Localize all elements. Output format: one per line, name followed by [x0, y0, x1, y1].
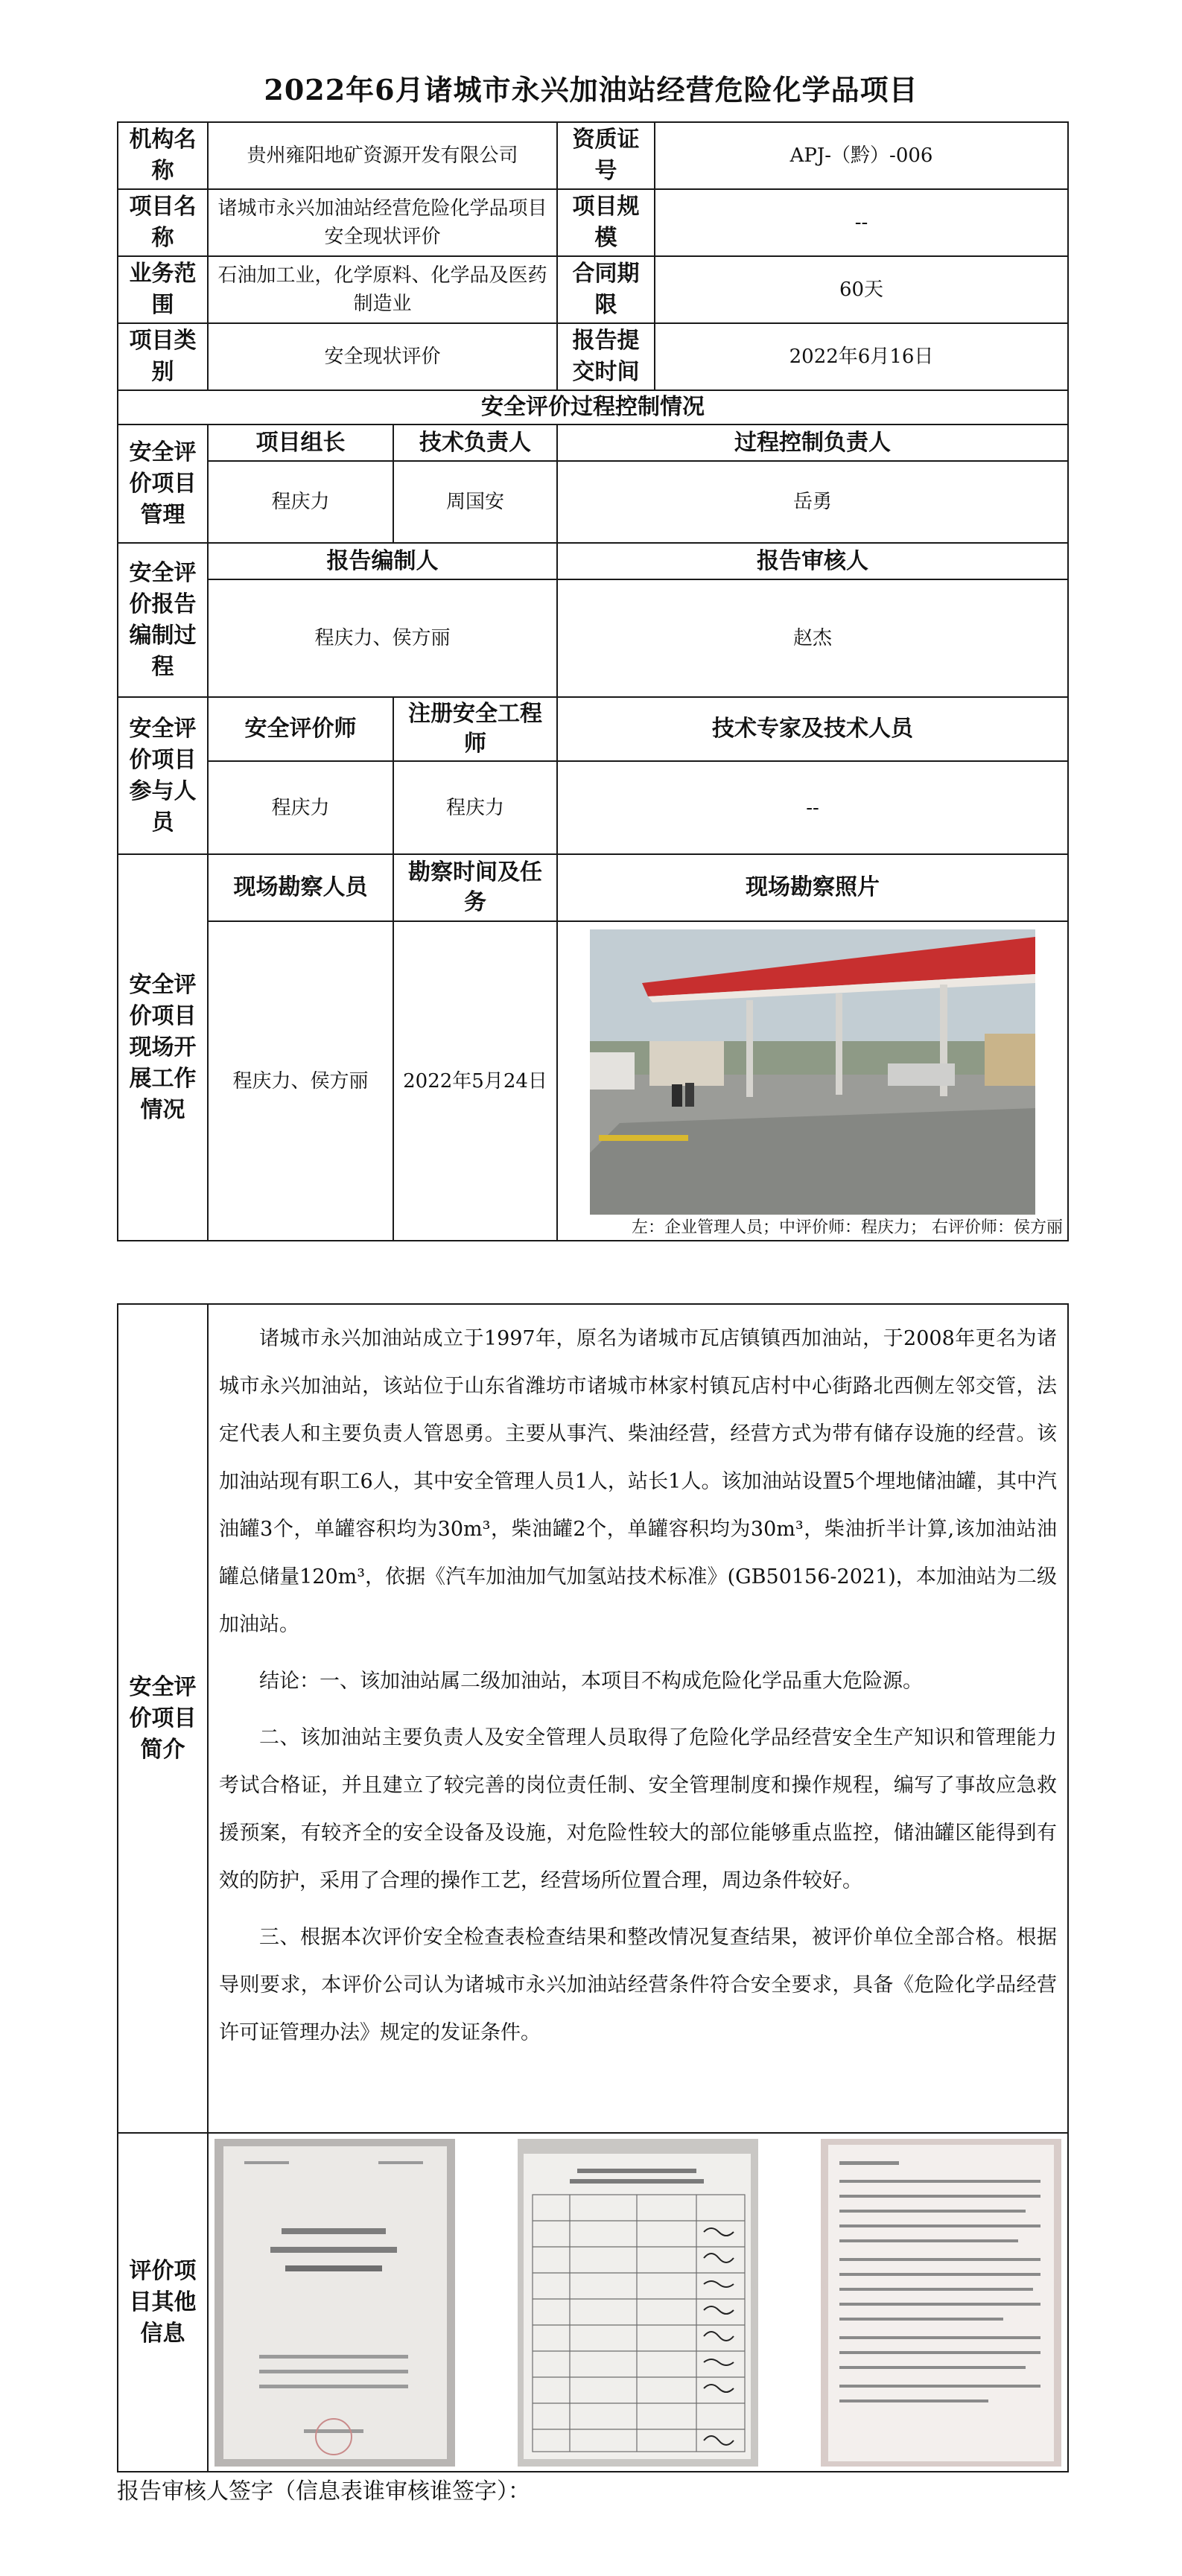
type-label: 项目类别	[118, 323, 208, 390]
engineer-label: 注册安全工程师	[393, 697, 557, 761]
intro-label: 安全评价项目简介	[118, 1304, 208, 2133]
engineer-value: 程庆力	[393, 761, 557, 854]
org-value: 贵州雍阳地矿资源开发有限公司	[208, 122, 557, 189]
evaluator-value: 程庆力	[208, 761, 393, 854]
signature-table-photo	[518, 2139, 758, 2467]
mgmt-label: 安全评价项目管理	[118, 424, 208, 543]
expert-label: 技术专家及技术人员	[557, 697, 1068, 761]
report-cover-photo	[215, 2139, 455, 2467]
reviewer-value: 赵杰	[557, 579, 1068, 697]
cert-value: APJ-（黔）-006	[655, 122, 1068, 189]
authors-value: 程庆力、侯方丽	[208, 579, 557, 697]
photo-caption: 左：企业管理人员；中评价师：程庆力； 右评价师：侯方丽	[632, 1218, 1064, 1237]
conclusion-page-photo	[821, 2139, 1061, 2467]
author-label: 报告编制人	[208, 543, 557, 579]
site-label: 安全评价项目现场开展工作情况	[118, 854, 208, 1241]
evaluator-label: 安全评价师	[208, 697, 393, 761]
intro-text	[208, 1304, 1068, 2133]
tech-label: 技术负责人	[393, 424, 557, 461]
photo-label: 现场勘察照片	[557, 854, 1068, 921]
intro-paragraph-1: 诸城市永兴加油站成立于1997年，原名为诸城市瓦店镇镇西加油站，于2008年更名为诸城市永兴加油站，该站位于山东省潍坊市诸城市林家村镇瓦店村中心街路北西侧左邻交管，法定代表人和主要负责人管恩勇。主要从事汽、柴油经营，经营方式为带有储存设施的经营。该加油站现有职工6人，其中安全管理人员1人，站长1人。该加油站设置5个埋地储油罐，其中汽油罐3个，单罐容积均为30m³，柴油罐2个，单罐容积均为30m³，柴油折半计算,该加油站油罐总储量120m³，依据《汽车加油加气加氢站技术标准》(GB50156-2021)，本加油站为二级加油站。	[219, 1327, 1057, 1636]
expert-value: --	[557, 761, 1068, 854]
scale-value: --	[655, 189, 1068, 256]
participants-label: 安全评价项目参与人员	[118, 697, 208, 854]
leader-value: 程庆力	[208, 461, 393, 543]
surveyors-label: 现场勘察人员	[208, 854, 393, 921]
contract-label: 合同期限	[557, 256, 655, 323]
scope-value: 石油加工业，化学原料、化学品及医药制造业	[208, 256, 557, 323]
survey-time-value: 2022年5月24日	[393, 921, 557, 1241]
ctrl-value: 岳勇	[557, 461, 1068, 543]
tech-value: 周国安	[393, 461, 557, 543]
org-label: 机构名称	[118, 122, 208, 189]
leader-label: 项目组长	[208, 424, 393, 461]
type-value: 安全现状评价	[208, 323, 557, 390]
project-name-value: 诸城市永兴加油站经营危险化学品项目安全现状评价	[208, 189, 557, 256]
scope-label: 业务范围	[118, 256, 208, 323]
intro-paragraph-4: 三、根据本次评价安全检查表检查结果和整改情况复查结果，被评价单位全部合格。根据导则要求，本评价公司认为诸城市永兴加油站经营条件符合安全要求，具备《危险化学品经营许可证管理办法》规定的发证条件。	[219, 1926, 1057, 2044]
other-info-label: 评价项目其他信息	[118, 2133, 208, 2472]
gas-station-illustration	[590, 929, 1035, 1215]
project-info-table	[117, 121, 1069, 1241]
submit-label: 报告提交时间	[557, 323, 655, 390]
reviewer-label: 报告审核人	[557, 543, 1068, 579]
photo-cell	[557, 921, 1068, 1241]
ctrl-label: 过程控制负责人	[557, 424, 1068, 461]
other-info-images	[208, 2133, 1068, 2472]
project-name-label: 项目名称	[118, 189, 208, 256]
process-header: 安全评价过程控制情况	[118, 390, 1068, 424]
project-intro-table	[117, 1303, 1069, 2472]
surveyors-value: 程庆力、侯方丽	[208, 921, 393, 1241]
gas-station-photo	[590, 929, 1035, 1215]
intro-paragraph-3: 二、该加油站主要负责人及安全管理人员取得了危险化学品经营安全生产知识和管理能力考试合格证，并且建立了较完善的岗位责任制、安全管理制度和操作规程，编写了事故应急救援预案，有较齐全的安全设备及设施，对危险性较大的部位能够重点监控，储油罐区能得到有效的防护，采用了合理的操作工艺，经营场所位置合理，周边条件较好。	[219, 1726, 1057, 1892]
survey-time-label: 勘察时间及任务	[393, 854, 557, 921]
compile-label: 安全评价报告编制过程	[118, 543, 208, 697]
contract-value: 60天	[655, 256, 1068, 323]
reviewer-signature-line: 报告审核人签字（信息表谁审核谁签字）：	[117, 2478, 530, 2505]
cert-label: 资质证号	[557, 122, 655, 189]
scale-label: 项目规模	[557, 189, 655, 256]
submit-value: 2022年6月16日	[655, 323, 1068, 390]
intro-paragraph-2: 结论：一、该加油站属二级加油站，本项目不构成危险化学品重大危险源。	[259, 1670, 923, 1693]
page-title: 2022年6月诸城市永兴加油站经营危险化学品项目	[264, 73, 918, 106]
